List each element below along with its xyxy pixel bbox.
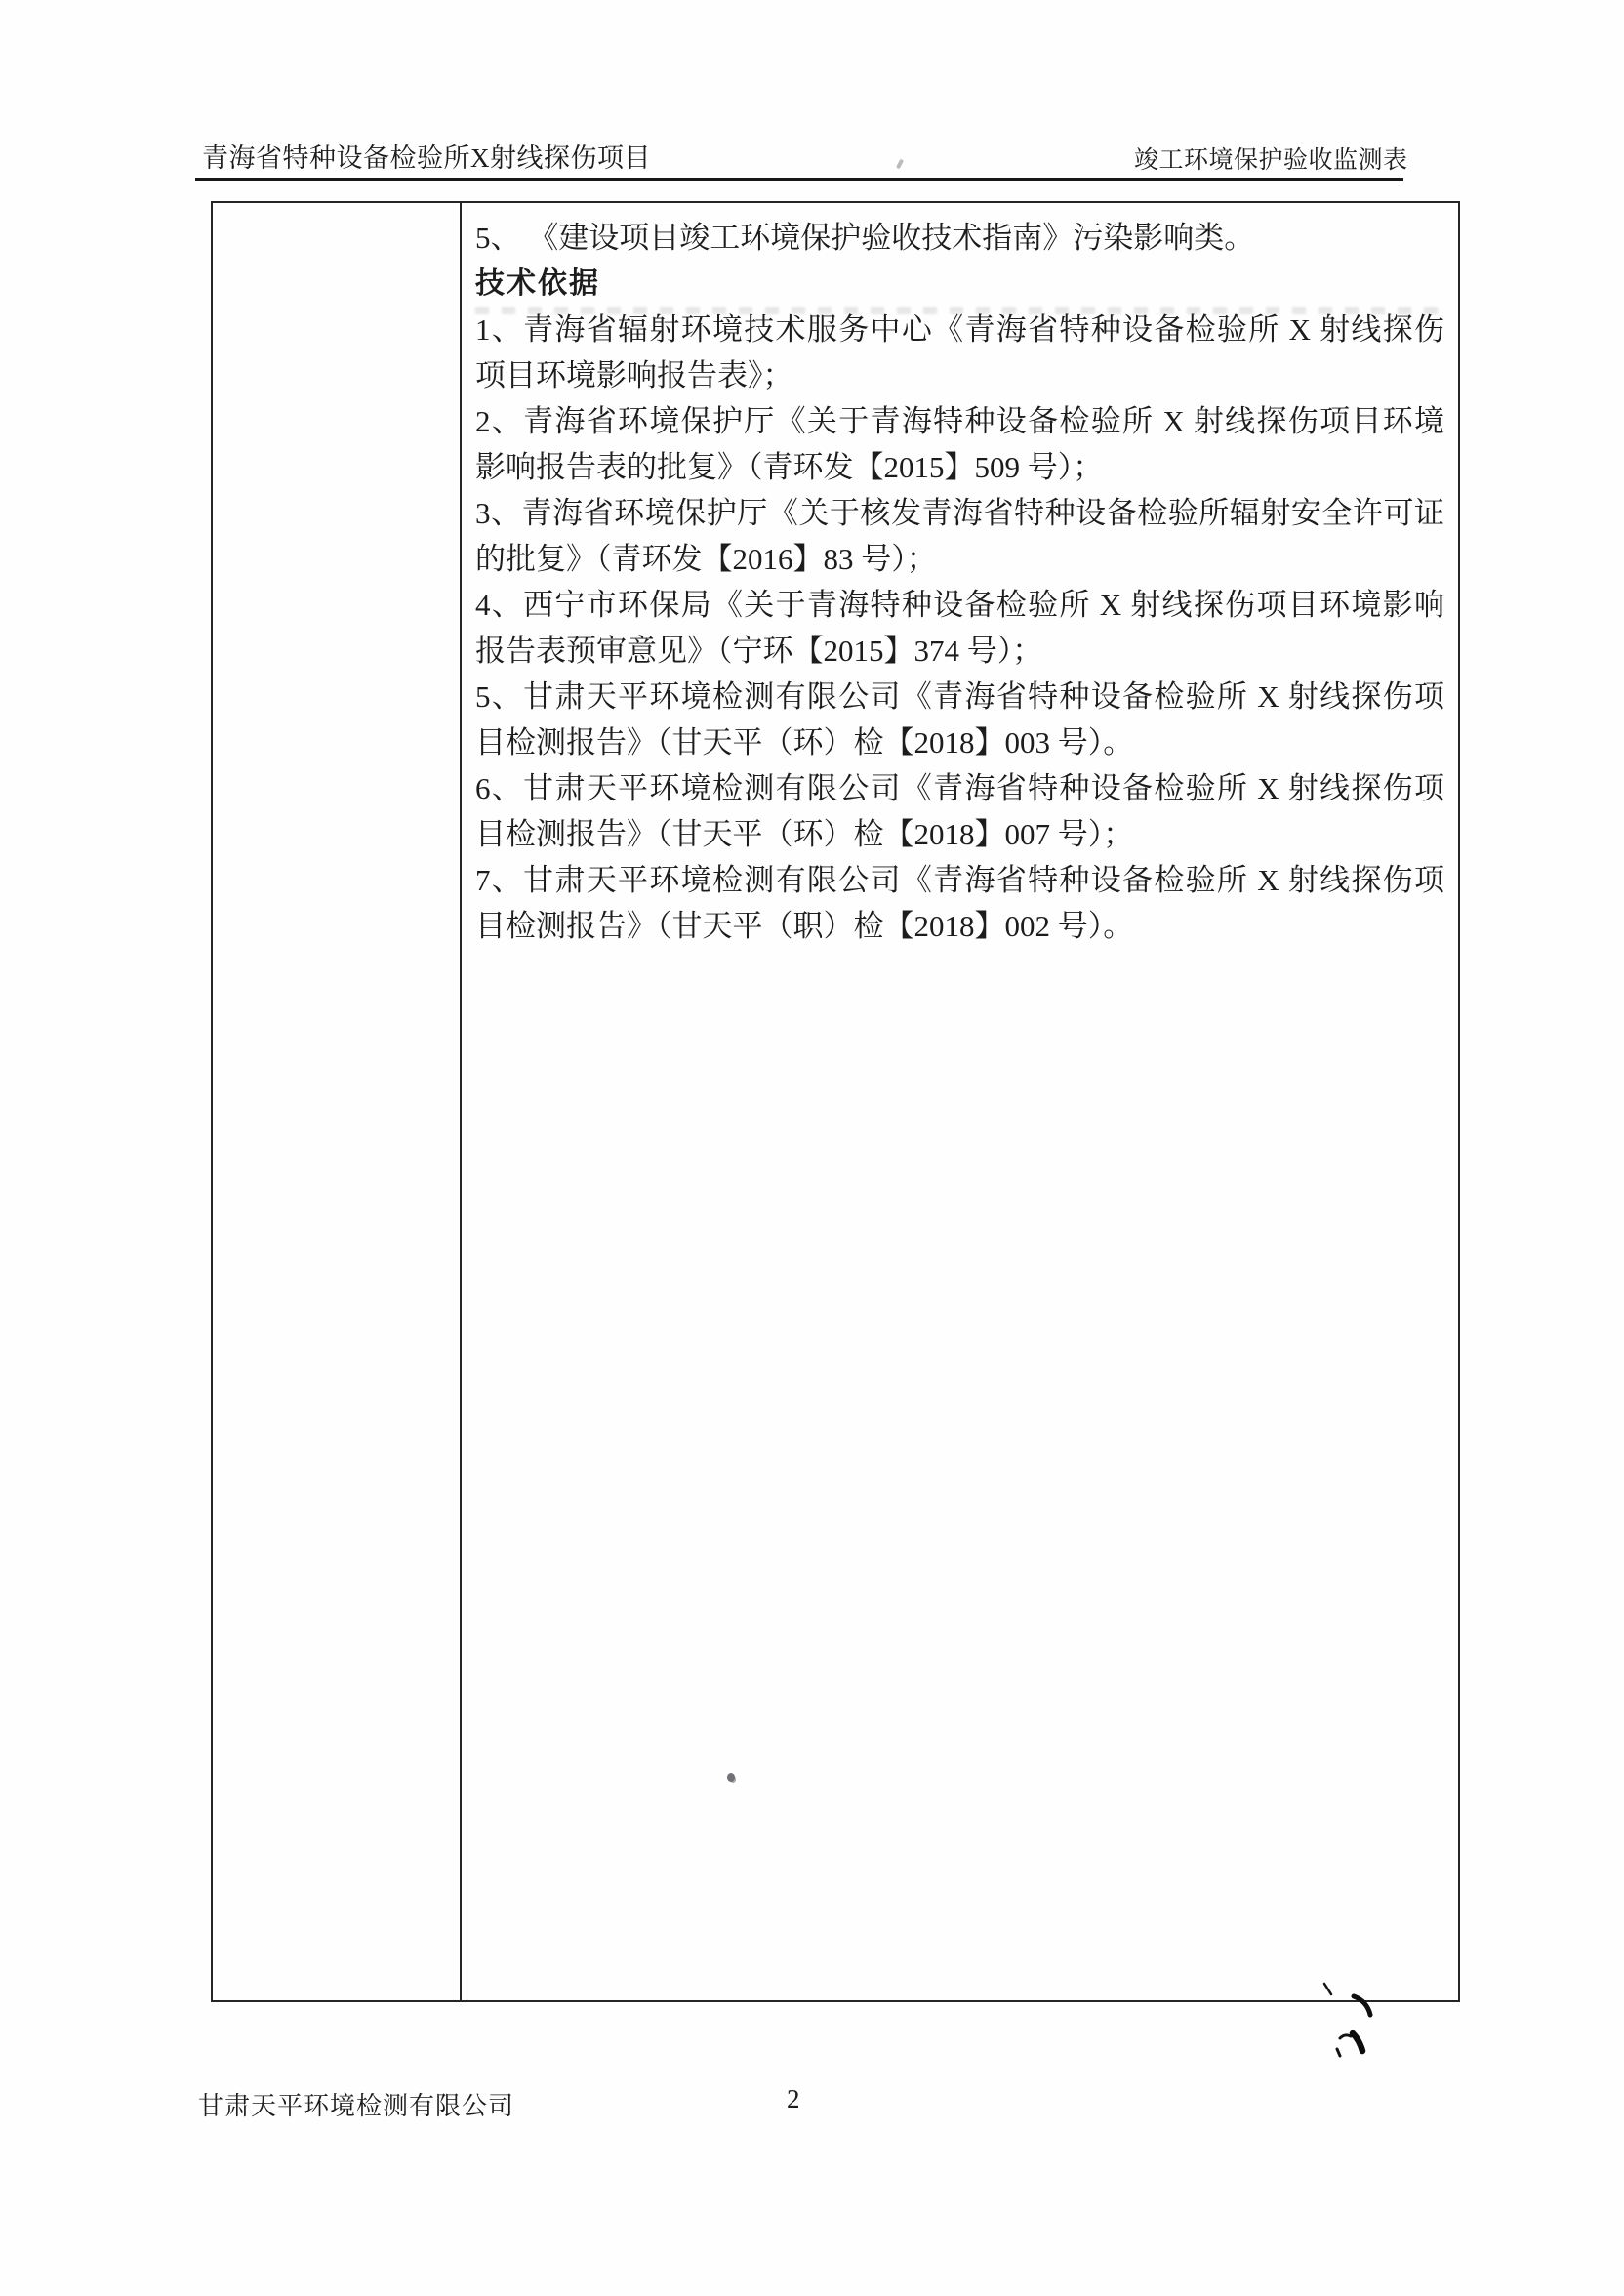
text-line: 报告表预审意见》（宁环【2015】374 号）； [475, 634, 1043, 668]
table-content-cell [462, 203, 1458, 2000]
text-line: 2、青海省环境保护厅《关于青海特种设备检验所 X 射线探伤项目环境 [475, 404, 1444, 438]
text-line: 项目环境影响报告表》； [475, 358, 793, 392]
text-line: 1、青海省辐射环境技术服务中心《青海省特种设备检验所 X 射线探伤 [475, 312, 1444, 347]
text-line: 7、甘肃天平环境检测有限公司《青海省特种设备检验所 X 射线探伤项 [475, 863, 1444, 897]
header-project-title: 青海省特种设备检验所X射线探伤项目 [202, 144, 651, 173]
text-line: 的批复》（青环发【2016】83 号）； [475, 542, 937, 576]
text-line: 3、青海省环境保护厅《关于核发青海省特种设备检验所辐射安全许可证 [475, 496, 1444, 530]
section-heading: 技术依据 [475, 267, 600, 300]
text-line: 目检测报告》（甘天平（环）检【2018】007 号）； [475, 817, 1134, 851]
text-line: 5、 《建设项目竣工环境保护验收技术指南》污染影响类。 [475, 221, 1255, 255]
footer-company-name: 甘肃天平环境检测有限公司 [198, 2092, 515, 2120]
text-line: 目检测报告》（甘天平（环）检【2018】003 号）。 [475, 725, 1134, 759]
scan-speck-tick [896, 159, 904, 170]
header-document-title: 竣工环境保护验收监测表 [1134, 147, 1408, 174]
table-left-cell-empty [213, 203, 462, 2000]
content-table [211, 201, 1460, 2002]
scan-speck-dot [727, 1773, 735, 1782]
header-rule [195, 178, 1403, 181]
footer-page-number: 2 [787, 2084, 800, 2113]
text-line: 5、甘肃天平环境检测有限公司《青海省特种设备检验所 X 射线探伤项 [475, 679, 1444, 714]
text-line: 6、甘肃天平环境检测有限公司《青海省特种设备检验所 X 射线探伤项 [475, 771, 1444, 805]
text-line: 4、西宁市环保局《关于青海特种设备检验所 X 射线探伤项目环境影响 [475, 588, 1444, 622]
text-line: 目检测报告》（甘天平（职）检【2018】002 号）。 [475, 909, 1134, 943]
scan-ghosting-band [475, 307, 1443, 314]
text-line: 影响报告表的批复》（青环发【2015】509 号）； [475, 450, 1104, 484]
